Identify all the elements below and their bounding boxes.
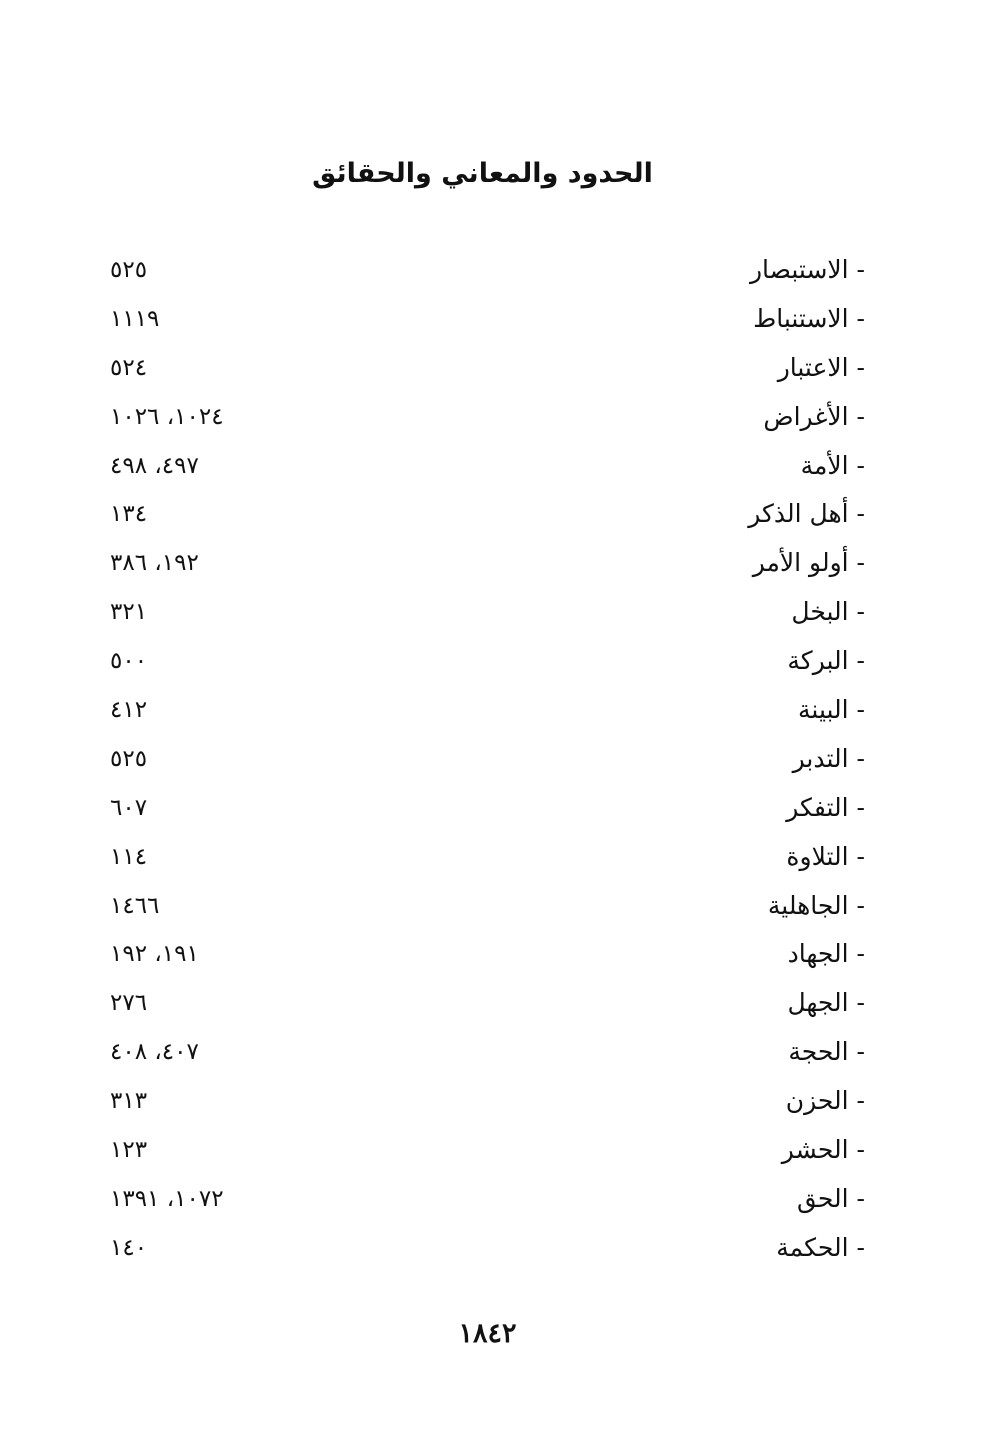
index-term: - التدبر: [792, 743, 865, 773]
index-list: [110, 246, 865, 1273]
index-entry: [110, 295, 865, 344]
page-references: ٥٢٥: [110, 745, 148, 772]
index-term: - الأمة: [800, 450, 865, 480]
page-references: ٣١٣: [110, 1088, 148, 1115]
page-references: ١٠٧٢، ١٣٩١: [110, 1185, 224, 1212]
page-references: ٥٢٤: [110, 354, 148, 381]
index-entry: [110, 930, 865, 979]
index-term: - الحكمة: [776, 1232, 865, 1262]
index-term: - التلاوة: [786, 841, 865, 871]
page-references: ٢٧٦: [110, 990, 148, 1017]
page-references: ٥٢٥: [110, 257, 148, 283]
page-references: ٦٠٧: [110, 794, 148, 821]
page-references: ١٤٠: [110, 1234, 148, 1261]
index-term: - الاعتبار: [777, 352, 865, 382]
index-term: - الحق: [797, 1183, 865, 1213]
index-entry: [110, 393, 865, 442]
index-term: - الحجة: [788, 1037, 865, 1067]
index-term: - الجهاد: [787, 939, 865, 969]
index-entry: [110, 539, 865, 588]
index-entry: [110, 344, 865, 393]
index-entry: [110, 588, 865, 637]
index-term: - الاستنباط: [753, 303, 865, 333]
index-entry: [110, 1077, 865, 1126]
index-term: - البركة: [787, 646, 865, 676]
page-references: ١١١٩: [110, 305, 160, 332]
page-references: ١٩٢، ٣٨٦: [110, 550, 199, 577]
index-entry: [110, 686, 865, 735]
index-term: - أهل الذكر: [748, 499, 865, 529]
index-term: - الحزن: [785, 1086, 865, 1116]
index-term: - الحشر: [781, 1135, 865, 1165]
index-entry: [110, 833, 865, 882]
index-entry: [110, 1224, 865, 1273]
page-number: ١٨٤٢: [458, 1318, 517, 1349]
index-term: - التفكر: [786, 792, 865, 822]
page-references: ٣٢١: [110, 599, 148, 626]
page-references: ١٤٦٦: [110, 892, 160, 919]
page-title: الحدود والمعاني والحقائق: [312, 158, 653, 189]
index-term: - البينة: [798, 695, 865, 725]
page-references: ٥٠٠: [110, 648, 148, 675]
index-entry: [110, 1175, 865, 1224]
page-references: ٤٩٧، ٤٩٨: [110, 452, 199, 479]
index-entry: [110, 784, 865, 833]
index-entry: [110, 637, 865, 686]
page-references: ١٢٣: [110, 1137, 148, 1164]
index-term: - الاستبصار: [749, 255, 865, 284]
page-references: ١١٤: [110, 843, 148, 870]
page-references: ١٠٢٤، ١٠٢٦: [110, 403, 224, 430]
page-references: ١٩١، ١٩٢: [110, 941, 199, 968]
index-term: - البخل: [791, 597, 865, 627]
index-term: - أولو الأمر: [752, 548, 865, 578]
index-entry: [110, 1126, 865, 1175]
index-entry: [110, 882, 865, 931]
index-entry: [110, 1028, 865, 1077]
index-entry: [110, 246, 865, 295]
page-references: ٤٠٧، ٤٠٨: [110, 1039, 199, 1066]
index-entry: [110, 979, 865, 1028]
index-term: - الجاهلية: [767, 890, 865, 920]
index-term: - الأغراض: [763, 401, 865, 431]
index-entry: [110, 735, 865, 784]
index-entry: [110, 490, 865, 539]
page-references: ١٣٤: [110, 501, 148, 528]
index-term: - الجهل: [787, 988, 865, 1018]
index-entry: [110, 442, 865, 491]
page-references: ٤١٢: [110, 697, 148, 724]
